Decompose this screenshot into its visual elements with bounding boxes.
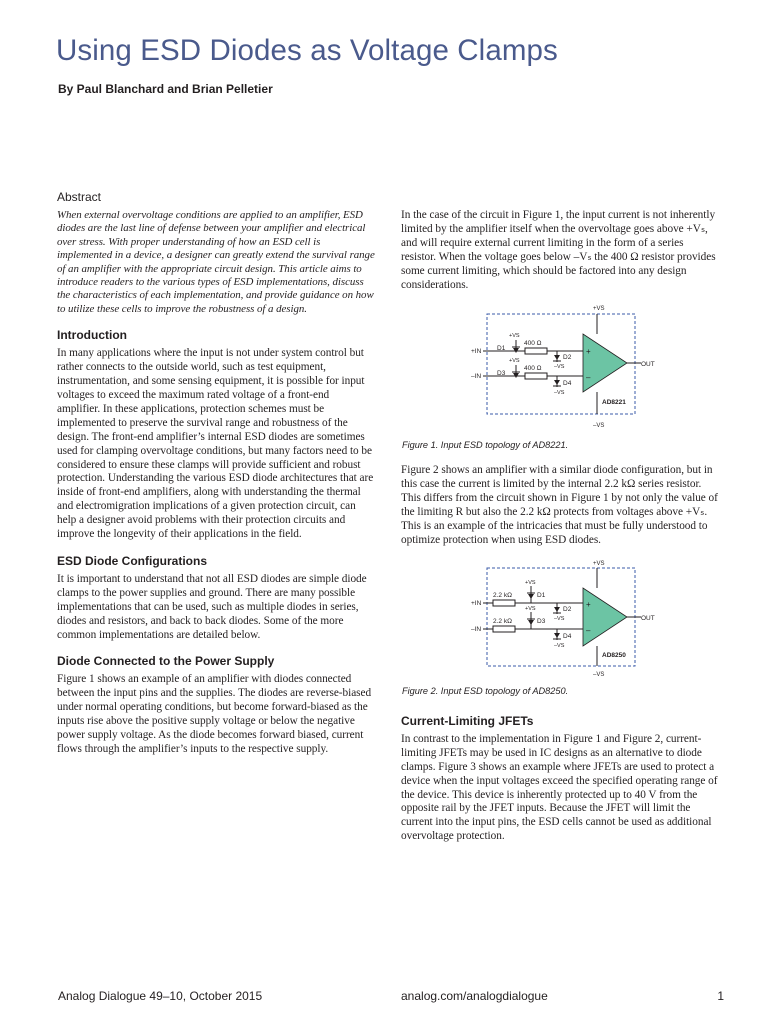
- footer-publication: Analog Dialogue 49–10, October 2015: [58, 989, 263, 1003]
- figure-2-caption: Figure 2. Input ESD topology of AD8250.: [402, 685, 569, 696]
- esd-configs-text: It is important to understand that not all ESD diodes are simple diode clamps to the power supplies and ground. There are many possible implementations that can be used, such as multiple diodes in series, diodes and resistors, and back to back diodes. Some of the more common implementations are detailed below.: [57, 572, 367, 641]
- d3-diode-icon-2: [528, 620, 534, 625]
- footer-url[interactable]: analog.com/analogdialogue: [401, 989, 548, 1003]
- d2-vs-label-2: –VS: [554, 615, 565, 622]
- d2-label-2: D2: [563, 605, 572, 613]
- d1-vs-label: +VS: [509, 333, 520, 340]
- jfets-heading: Current-Limiting JFETs: [401, 713, 534, 728]
- d3-vs-label-2: +VS: [525, 605, 536, 612]
- article-authors: By Paul Blanchard and Brian Pelletier: [58, 82, 273, 96]
- figure-1: [401, 304, 719, 450]
- d1-vs-label-2: +VS: [525, 579, 536, 586]
- d2-label: D2: [563, 354, 572, 362]
- vs-neg-label: –VS: [593, 423, 605, 430]
- amplifier-triangle-2: [583, 588, 627, 646]
- article-title: Using ESD Diodes as Voltage Clamps: [56, 34, 558, 67]
- out-label-2: OUT: [641, 614, 655, 622]
- vs-neg-label-2: –VS: [593, 671, 605, 678]
- d4-label-2: D4: [563, 632, 572, 640]
- esd-configs-heading: ESD Diode Configurations: [57, 553, 207, 568]
- amp-plus-2: +: [586, 599, 591, 609]
- in-pos-label-2: +IN: [471, 599, 482, 607]
- d3-label-2: D3: [537, 617, 546, 625]
- fig2-intro-text: Figure 2 shows an amplifier with a similar diode configuration, but in this case the current is limited by the internal 2.2 kΩ series resistor. This differs from the circuit shown in Figure 1 by not only the value of the limiting R but also the 2.2 kΩ protects from voltages above +Vₛ. This is an example of the intricacies that must be fully understood to optimize protection when using ESD diodes.: [401, 464, 718, 546]
- diode-supply-heading: Diode Connected to the Power Supply: [57, 654, 275, 669]
- in-neg-label: –IN: [471, 373, 482, 381]
- d1-diode-icon-2: [528, 594, 534, 599]
- resistor-4: [493, 626, 515, 632]
- figure-1-part: AD8221: [602, 399, 626, 407]
- d4-vs-label-2: –VS: [554, 642, 565, 649]
- vs-pos-label: +VS: [593, 306, 605, 313]
- amp-plus: +: [586, 347, 591, 357]
- figure-2-part: AD8250: [602, 651, 626, 659]
- d2-diode-icon: [554, 355, 560, 360]
- out-label: OUT: [641, 361, 655, 369]
- amplifier-triangle: [583, 334, 627, 392]
- abstract-text: When external overvoltage conditions are applied to an amplifier, ESD diodes are the last line of defense between your amplifier and electrical over stress. With proper understanding of how an ESD cell is implemented in a device, a designer can greatly extend the survival range of an amplifier with the appropriate circuit design. This article aims to introduce readers to the various types of ESD implementations, discuss the characteristics of each implementation, and provide guidance on how to utilize these cells to improve the robustness of a design.: [57, 209, 375, 315]
- amp-minus-2: –: [586, 625, 591, 635]
- resistor-2: [525, 373, 547, 379]
- diode-supply-text: Figure 1 shows an example of an amplifier with diodes connected between the input pins and the supplies. The diodes are reverse-biased under normal operating conditions, but become forward-biased as the inputs rise above the positive supply voltage or below the negative power supply voltage. As the diode becomes forward biased, current flows through the amplifier’s inputs to the respective supply.: [57, 673, 372, 755]
- vs-pos-label-2: +VS: [593, 560, 605, 567]
- figure-2-schematic: [401, 560, 719, 680]
- resistor-3: [493, 600, 515, 606]
- introduction-text: In many applications where the input is not under system control but rather connects to the outside world, such as test equipment, instrumentation, and some sensing equipment, it is possible for input voltages to exceed the maximum rated voltage of a front-end amplifier. In these applications, protection schemes must be implemented to preserve the survival range and robustness of the design. The front-end amplifier’s internal ESD diodes are sometimes used for clamping overvoltage conditions, but many factors need to be considered to ensure these clamps will provide sufficient and robust protection. Understanding the various ESD diode architectures that are inside of front-end amplifiers, along with understanding the thermal and electromigration implications of a given protection circuit, can help a designer avoid problems with their protection circuits and improve the longevity of their applications in the field.: [57, 347, 374, 541]
- d2-diode-icon-2: [554, 607, 560, 612]
- resistor-1-label: 400 Ω: [524, 340, 542, 348]
- d3-label: D3: [497, 370, 506, 378]
- d4-label: D4: [563, 380, 572, 388]
- in-pos-label: +IN: [471, 348, 482, 356]
- fig1-intro-text: In the case of the circuit in Figure 1, the input current is not inherently limited by the amplifier itself when the overvoltage goes above +Vₛ, and will require external current limiting in the form of a series resistor. When the voltage goes below –Vₛ the 400 Ω resistor provides some current limiting, which should be factored into any design considerations.: [401, 209, 716, 291]
- left-column: [57, 190, 375, 769]
- abstract-heading: Abstract: [57, 190, 102, 204]
- d4-vs-label: –VS: [554, 390, 565, 397]
- d4-diode-icon-2: [554, 633, 560, 638]
- page-number: 1: [717, 989, 724, 1003]
- introduction-heading: Introduction: [57, 328, 127, 343]
- resistor-2-label: 400 Ω: [524, 365, 542, 373]
- amp-minus: –: [586, 373, 591, 383]
- right-column: [401, 209, 719, 856]
- figure-1-caption: Figure 1. Input ESD topology of AD8221.: [402, 440, 569, 451]
- resistor-3-label: 2.2 kΩ: [493, 591, 512, 599]
- d2-vs-label: –VS: [554, 364, 565, 371]
- jfets-text: In contrast to the implementation in Figure 1 and Figure 2, current-limiting JFETs may be used in IC designs as an alternative to diode clamps. Figure 3 shows an example where JFETs are used to protect a device when the input voltages exceed the specified operating range of the device. This device is inherently protected up to 40 V from the opposite rail by the JFET inputs. Because the JFET will limit the current into the input pins, the ESD cells cannot be used as additional overvoltage protection.: [401, 732, 718, 843]
- resistor-1: [525, 348, 547, 354]
- d4-diode-icon: [554, 380, 560, 385]
- d1-label-2: D1: [537, 591, 546, 599]
- figure-2: [401, 560, 719, 696]
- in-neg-label-2: –IN: [471, 625, 482, 633]
- d3-vs-label: +VS: [509, 358, 520, 365]
- figure-1-schematic: [401, 304, 719, 434]
- d1-label: D1: [497, 345, 506, 353]
- resistor-4-label: 2.2 kΩ: [493, 617, 512, 625]
